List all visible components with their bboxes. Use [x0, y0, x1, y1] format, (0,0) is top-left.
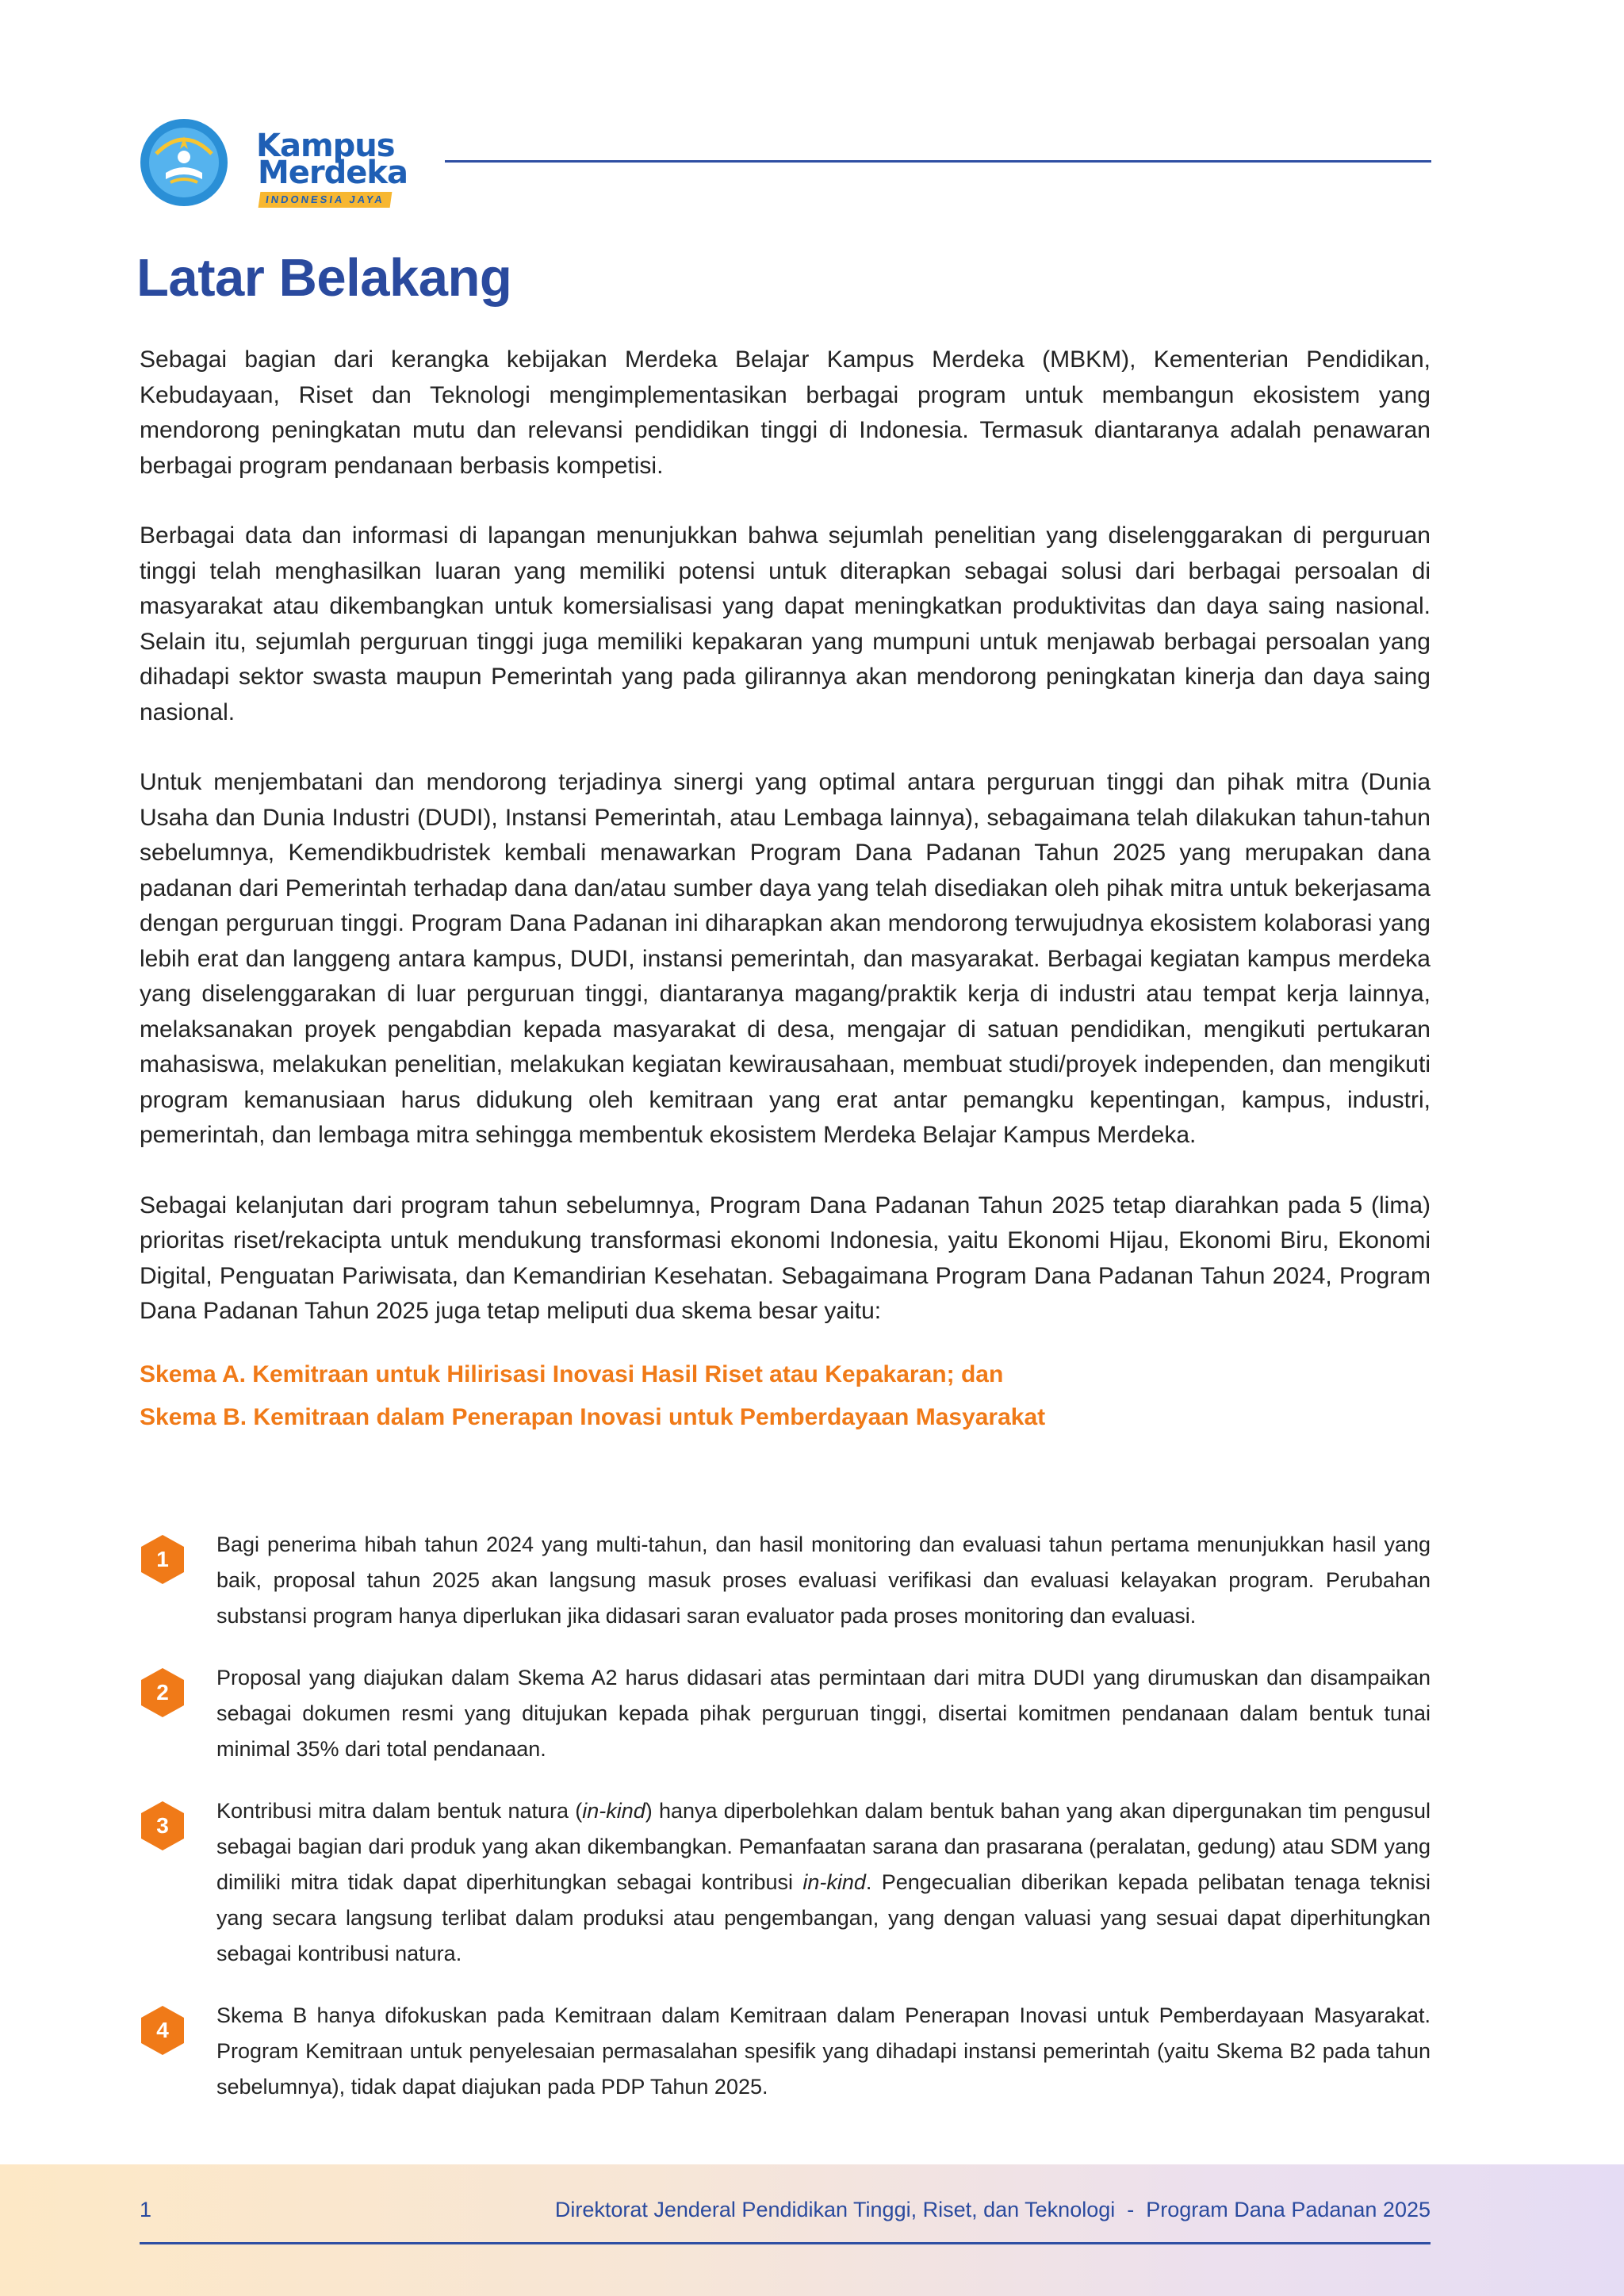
body-text	[140, 342, 1431, 1439]
list-item-text: Proposal yang diajukan dalam Skema A2 harus didasari atas permintaan dari mitra DUDI yang dirumuskan dan disampaikan sebagai dokumen resmi yang ditujukan kepada pihak perguruan tinggi, disertai komitmen pendanaan dalam bentuk tunai minimal 35% dari total pendanaan.	[216, 1666, 1431, 1761]
list-item-text: Bagi penerima hibah tahun 2024 yang multi-tahun, dan hasil monitoring dan evaluasi tahun pertama menunjukkan hasil yang baik, proposal tahun 2025 akan langsung masuk proses evaluasi verifikasi dan evaluasi kelayakan program. Perubahan substansi program hanya diperlukan jika didasari saran evaluator pada proses monitoring dan evaluasi.	[216, 1533, 1431, 1628]
list-item	[140, 1660, 1431, 1767]
scheme-b: Skema B. Kemitraan dalam Penerapan Inovasi untuk Pemberdayaan Masyarakat	[140, 1403, 1046, 1430]
page-footer	[0, 2164, 1624, 2296]
header-divider	[445, 160, 1431, 163]
list-item-text: Skema B hanya difokuskan pada Kemitraan dalam Kemitraan dalam Penerapan Inovasi untuk Pemberdayaan Masyarakat. Program Kemitraan untuk penyelesaian permasalahan spesifik yang dihadapi instansi pemerintah (yaitu Skema B2 pada tahun sebelumnya), tidak dapat diajukan pada PDP Tahun 2025.	[216, 2003, 1431, 2099]
scheme-a: Skema A. Kemitraan untuk Hilirisasi Inovasi Hasil Riset atau Kepakaran; dan	[140, 1360, 1004, 1387]
list-item	[140, 1998, 1431, 2105]
list-item	[140, 1793, 1431, 1972]
hexagon-badge: 2	[140, 1667, 186, 1719]
page-title: Latar Belakang	[136, 248, 512, 308]
list-item	[140, 1527, 1431, 1634]
footer-divider	[140, 2242, 1431, 2244]
page-number: 1	[140, 2198, 152, 2221]
hexagon-badge: 3	[140, 1800, 186, 1852]
list-item-text: Kontribusi mitra dalam bentuk natura (in-kind) hanya diperbolehkan dalam bentuk bahan yang akan dipergunakan tim pengusul sebagai bagian dari produk yang akan dikembangkan. Pemanfaatan sarana dan prasarana (peralatan, gedung) atau SDM yang dimiliki mitra tidak dapat diperhitungkan sebagai kontribusi in-kind. Pengecualian diberikan kepada pelibatan tenaga teknisi yang secara langsung terlibat dalam produksi atau pengembangan, yang dengan valuasi yang sesuai dapat diperhitungkan sebagai kontribusi natura.	[216, 1799, 1431, 1965]
footer-title: Direktorat Jenderal Pendidikan Tinggi, Riset, dan Teknologi - Program Dana Padanan 2025	[554, 2198, 1431, 2221]
paragraph: Untuk menjembatani dan mendorong terjadinya sinergi yang optimal antara perguruan tinggi dan pihak mitra (Dunia Usaha dan Dunia Industri (DUDI), Instansi Pemerintah, atau Lembaga lainnya), sebagaimana telah dilakukan tahun-tahun sebelumnya, Kemendikbudristek kembali menawarkan Program Dana Padanan Tahun 2025 yang merupakan dana padanan dari Pemerintah terhadap dana dan/atau sumber daya yang telah disediakan oleh pihak mitra untuk bekerjasama dengan perguruan tinggi. Program Dana Padanan ini diharapkan akan mendorong terwujudnya ekosistem kolaborasi yang lebih erat dan langgeng antara kampus, DUDI, instansi pemerintah, dan masyarakat. Berbagai kegiatan kampus merdeka yang diselenggarakan di luar perguruan tinggi, diantaranya magang/praktik kerja di industri atau tempat kerja lainnya, melaksanakan proyek pengabdian kepada masyarakat di desa, mengajar di satuan pendidikan, mengikuti pertukaran mahasiswa, melakukan penelitian, melakukan kegiatan kewirausahaan, membuat studi/proyek independen, dan mengikuti program kemanusiaan harus didukung oleh kemitraan yang erat antar pemangku kepentingan, kampus, industri, pemerintah, dan lembaga mitra sehingga membentuk ekosistem Merdeka Belajar Kampus Merdeka.	[140, 769, 1431, 1148]
numbered-list	[140, 1527, 1431, 2131]
paragraph: Sebagai kelanjutan dari program tahun sebelumnya, Program Dana Padanan Tahun 2025 tetap diarahkan pada 5 (lima) prioritas riset/rekacipta untuk mendukung transformasi ekonomi Indonesia, yaitu Ekonomi Hijau, Ekonomi Biru, Ekonomi Digital, Penguatan Pariwisata, dan Kemandirian Kesehatan. Sebagaimana Program Dana Padanan Tahun 2024, Program Dana Padanan Tahun 2025 juga tetap meliputi dua skema besar yaitu:	[140, 1192, 1431, 1324]
ministry-logo	[139, 117, 229, 208]
hexagon-badge: 4	[140, 2004, 186, 2057]
page-header	[139, 117, 1431, 212]
scheme-list	[140, 1353, 1431, 1439]
paragraph: Berbagai data dan informasi di lapangan menunjukkan bahwa sejumlah penelitian yang diselenggarakan di perguruan tinggi telah menghasilkan luaran yang memiliki potensi untuk diterapkan sebagai solusi dari berbagai persoalan di masyarakat atau dikembangkan untuk komersialisasi yang dapat meningkatkan produktivitas dan daya saing nasional. Selain itu, sejumlah perguruan tinggi juga memiliki kepakaran yang mumpuni untuk menjawab berbagai persoalan yang dihadapi sektor swasta maupun Pemerintah yang pada gilirannya akan mendorong peningkatan kinerja dan daya saing nasional.	[140, 522, 1431, 725]
brand-tagline: INDONESIA JAYA	[259, 192, 393, 208]
kampus-merdeka-logo: Kampus Merdeka INDONESIA JAYA	[256, 124, 399, 211]
paragraph: Sebagai bagian dari kerangka kebijakan Merdeka Belajar Kampus Merdeka (MBKM), Kementerian Pendidikan, Kebudayaan, Riset dan Teknologi mengimplementasikan berbagai program untuk membangun ekosistem yang mendorong peningkatan mutu dan relevansi pendidikan tinggi di Indonesia. Termasuk diantaranya adalah penawaran berbagai program pendanaan berbasis kompetisi.	[140, 346, 1431, 479]
hexagon-badge: 1	[140, 1533, 186, 1586]
